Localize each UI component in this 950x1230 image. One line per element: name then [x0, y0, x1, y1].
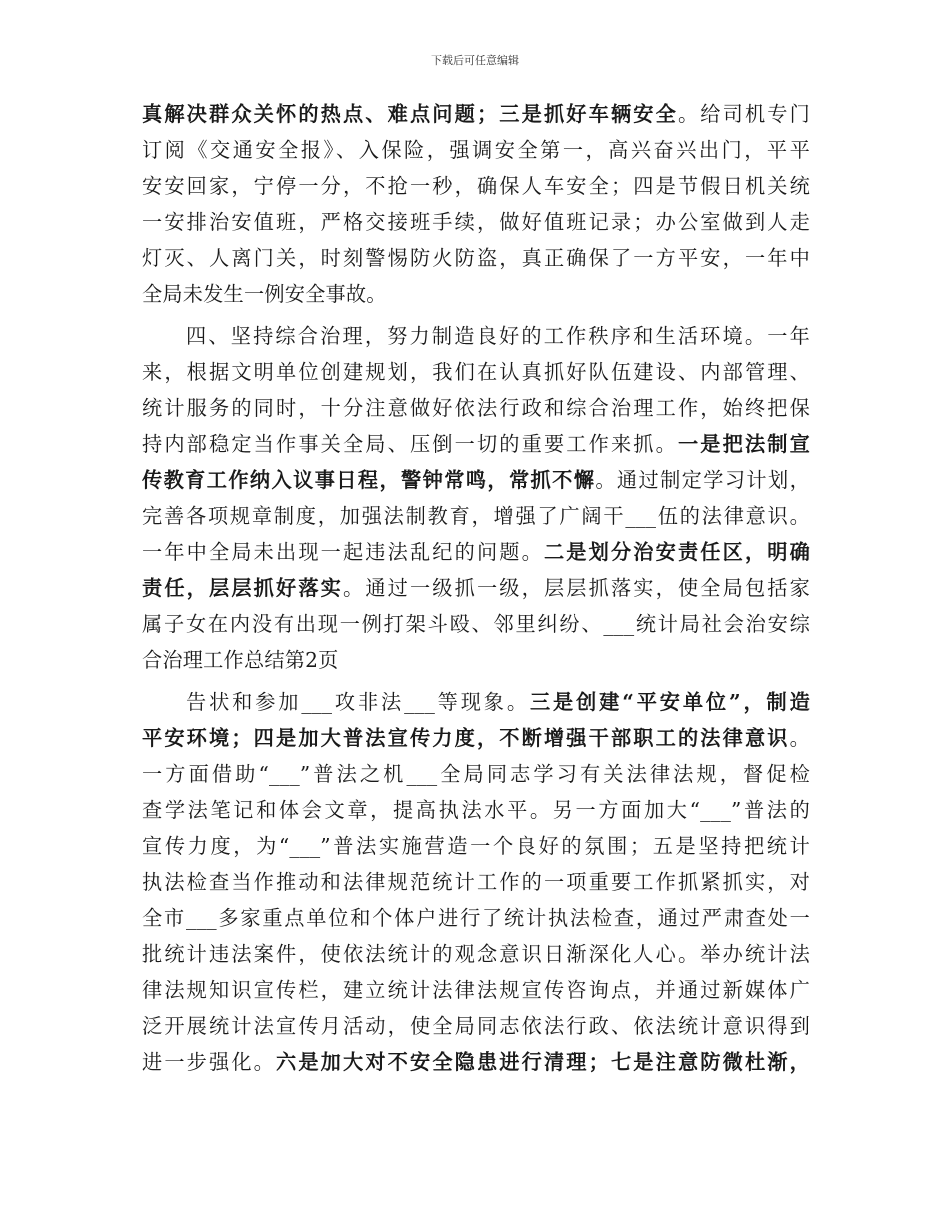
text-line: 律法规知识宣传栏，建立统计法律法规宣传咨询点，并通过新媒体广	[142, 978, 810, 1002]
bold-text: 平安环境；四是加大普法宣传力度，不断增强干部职工的法律意识	[142, 726, 790, 750]
page-header: 下载后可任意编辑	[431, 54, 519, 67]
text-line: 灯灭、人离门关，时刻警惕防火防盗，真正确保了一方平安，一年中	[142, 246, 810, 270]
bold-text: 真解决群众关怀的热点、难点问题；三是抓好车辆安全	[142, 102, 678, 126]
text-line: 执法检查当作推动和法律规范统计工作的一项重要工作抓紧抓实，对	[142, 870, 810, 894]
text-line: 订阅《交通安全报》、入保险，强调安全第一，高兴奋兴出门，平平	[142, 138, 810, 162]
bold-text: 六是加大对不安全隐患进行清理；七是注意防微杜渐，	[276, 1050, 811, 1074]
text-line: 安安回家，宁停一分，不抢一秒，确保人车安全；四是节假日机关统	[142, 174, 810, 198]
paragraph-safety-continuation	[142, 96, 810, 312]
paragraph-comprehensive-governance	[142, 318, 810, 678]
text-line	[142, 462, 810, 498]
text: 。通过制定学习计划，	[595, 468, 810, 492]
text-line: 合治理工作总结第2页	[142, 648, 339, 672]
text: 。给司机专门	[677, 102, 810, 126]
text: 持内部稳定当作事关全局、压倒一切的重要工作来抓。	[142, 432, 678, 456]
text: 。	[789, 726, 810, 750]
text: 进一步强化。	[142, 1050, 276, 1074]
bold-text: 传教育工作纳入议事日程，警钟常鸣，常抓不懈	[142, 468, 596, 492]
bold-text: 一是把法制宣	[677, 432, 810, 456]
text-line	[142, 720, 810, 756]
text-line: 查学法笔记和体会文章，提高执法水平。另一方面加大“___”普法的	[142, 798, 810, 822]
text-line	[142, 96, 810, 132]
text-line: 批统计违法案件，使依法统计的观念意识日渐深化人心。举办统计法	[142, 942, 810, 966]
text-line	[142, 570, 810, 606]
text-line: 全局未发生一例安全事故。	[142, 282, 387, 306]
text-line	[142, 534, 810, 570]
bold-text: 三是创建“平安单位”，制造	[529, 690, 811, 714]
text-line	[142, 1044, 810, 1080]
text-line: 一安排治安值班，严格交接班手续，做好值班记录；办公室做到人走	[142, 210, 810, 234]
text-line	[142, 426, 810, 462]
text-line: 四、坚持综合治理，努力制造良好的工作秩序和生活环境。一年	[186, 324, 810, 348]
document-body	[142, 96, 810, 1080]
text-line: 全市___多家重点单位和个体户进行了统计执法检查，通过严肃查处一	[142, 906, 810, 930]
text-line: 宣传力度，为“___”普法实施营造一个良好的氛围；五是坚持把统计	[142, 834, 810, 858]
text: 。通过一级抓一级，层层抓落实，使全局包括家	[342, 576, 810, 600]
bold-text: 责任，层层抓好落实	[142, 576, 343, 600]
text-line	[142, 684, 810, 720]
text-line: 泛开展统计法宣传月活动，使全局同志依法行政、依法统计意识得到	[142, 1014, 810, 1038]
text-line: 完善各项规章制度，加强法制教育，增强了广阔干___伍的法律意识。	[142, 504, 810, 528]
text-line: 一方面借助“___”普法之机___全局同志学习有关法律法规，督促检	[142, 762, 810, 786]
text-line: 统计服务的同时，十分注意做好依法行政和综合治理工作，始终把保	[142, 396, 810, 420]
bold-text: 二是划分治安责任区，明确	[543, 540, 810, 564]
text-line: 属子女在内没有出现一例打架斗殴、邻里纠纷、___统计局社会治安综	[142, 612, 810, 636]
paragraph-legal-awareness	[142, 684, 810, 1080]
text: 告状和参加___攻非法___等现象。	[186, 690, 530, 714]
text-line: 来，根据文明单位创建规划，我们在认真抓好队伍建设、内部管理、	[142, 360, 810, 384]
text: 一年中全局未出现一起违法乱纪的问题。	[142, 540, 544, 564]
